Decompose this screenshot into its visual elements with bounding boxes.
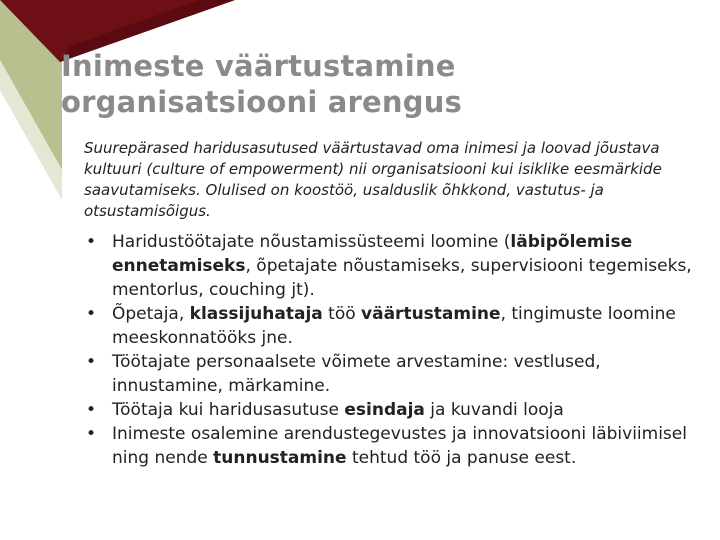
bullet-item-4: [84, 398, 704, 422]
title-line-1: Inimeste väärtustamine: [61, 49, 456, 83]
bullet-2-bold-1: klassijuhataja: [189, 304, 323, 324]
bullet-4-bold-1: esindaja: [344, 400, 425, 420]
bullet-3-text-1: Töötajate personaalsete võimete arvestamine: vestlused, innustamine, märkamine.: [112, 352, 601, 396]
title-line-2: organisatsiooni arengus: [61, 85, 463, 119]
bullet-item-5: [84, 422, 704, 470]
bullet-item-1: [84, 230, 704, 302]
page-title: [61, 48, 701, 120]
bullet-4-text-1: Töötaja kui haridusasutuse: [112, 400, 345, 420]
bullet-list: [84, 230, 704, 470]
bullet-item-2: [84, 302, 704, 350]
bullet-2-text-2: töö: [322, 304, 362, 324]
bullet-1-bold-1: läbipõlemise ennetamiseks: [112, 232, 633, 276]
bullet-4-text-2: ja kuvandi looja: [424, 400, 564, 420]
bullet-item-3: [84, 350, 704, 398]
bullet-1-text-1: Haridustöötajate nõustamissüsteemi loomine (: [112, 232, 511, 252]
bullet-2-text-1: Õpetaja,: [112, 304, 190, 324]
bullet-5-text-1: Inimeste osalemine arendustegevustes ja innovatsiooni läbiviimisel ning nende: [112, 424, 687, 468]
bullet-2-text-3: , tingimuste loomine meeskonnatööks jne.: [112, 304, 676, 348]
bullet-2-bold-2: väärtustamine: [361, 304, 501, 324]
intro-paragraph: Suurepärased haridusasutused väärtustavad oma inimesi ja loovad jõustava kultuuri (culture of empowerment) nii organisatsiooni kui isiklike eesmärkide saavutamiseks. Olulised on koostöö, usalduslik õhkkond, vastutus- ja otsustamisõigus.: [84, 139, 662, 220]
bullet-5-text-2: tehtud töö ja panuse eest.: [346, 448, 577, 468]
bullet-5-bold-1: tunnustamine: [213, 448, 347, 468]
bullet-1-text-2: , õpetajate nõustamiseks, supervisiooni tegemiseks, mentorlus, couching jt).: [112, 256, 692, 300]
